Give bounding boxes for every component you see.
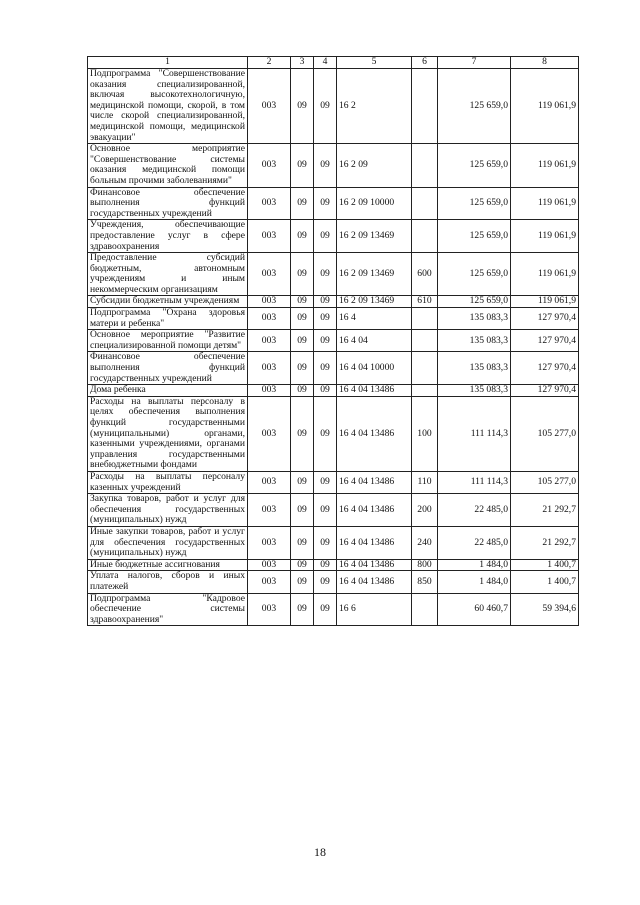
budget-table bbox=[87, 56, 579, 626]
header-cell: 6 bbox=[412, 57, 438, 69]
table-row bbox=[88, 144, 579, 187]
table-row bbox=[88, 526, 579, 559]
item-name-cell: Расходы на выплаты персоналу в целях обеспечения выполнения функций государственными (муниципальными) органами, казенными учреждениями, органами управления государственными внебюджетными фондами bbox=[88, 396, 248, 471]
target-article-cell: 16 4 04 13486 bbox=[337, 559, 412, 571]
item-name-cell: Финансовое обеспечение выполнения функций государственных учреждений bbox=[88, 352, 248, 385]
item-name-cell: Учреждения, обеспечивающие предоставление услуг в сфере здравоохранения bbox=[88, 220, 248, 253]
target-article-cell: 16 2 09 bbox=[337, 144, 412, 187]
ministry-code-cell: 003 bbox=[248, 352, 291, 385]
amount-col7-cell: 125 659,0 bbox=[438, 69, 511, 144]
target-article-cell: 16 4 04 13486 bbox=[337, 385, 412, 397]
section-cell: 09 bbox=[291, 352, 314, 385]
amount-col8-cell: 59 394,6 bbox=[511, 593, 579, 626]
expense-type-cell bbox=[412, 187, 438, 220]
target-article-cell: 16 4 04 13486 bbox=[337, 571, 412, 593]
section-cell: 09 bbox=[291, 471, 314, 493]
amount-col7-cell: 22 485,0 bbox=[438, 526, 511, 559]
section-cell: 09 bbox=[291, 308, 314, 330]
expense-type-cell: 600 bbox=[412, 253, 438, 296]
amount-col7-cell: 125 659,0 bbox=[438, 187, 511, 220]
section-cell: 09 bbox=[291, 220, 314, 253]
expense-type-cell bbox=[412, 330, 438, 352]
ministry-code-cell: 003 bbox=[248, 396, 291, 471]
target-article-cell: 16 4 bbox=[337, 308, 412, 330]
amount-col7-cell: 135 083,3 bbox=[438, 308, 511, 330]
target-article-cell: 16 4 04 13486 bbox=[337, 471, 412, 493]
expense-type-cell: 110 bbox=[412, 471, 438, 493]
expense-type-cell bbox=[412, 385, 438, 397]
item-name-cell: Финансовое обеспечение выполнения функций государственных учреждений bbox=[88, 187, 248, 220]
ministry-code-cell: 003 bbox=[248, 559, 291, 571]
item-name-cell: Иные закупки товаров, работ и услуг для обеспечения государственных (муниципальных) нужд bbox=[88, 526, 248, 559]
item-name-cell: Основное мероприятие "Совершенствование системы оказания медицинской помощи больным прочими заболеваниями" bbox=[88, 144, 248, 187]
amount-col8-cell: 105 277,0 bbox=[511, 471, 579, 493]
subsection-cell: 09 bbox=[314, 308, 337, 330]
expense-type-cell bbox=[412, 352, 438, 385]
expense-type-cell: 200 bbox=[412, 494, 438, 527]
item-name-cell: Закупка товаров, работ и услуг для обеспечения государственных (муниципальных) нужд bbox=[88, 494, 248, 527]
table-row bbox=[88, 330, 579, 352]
amount-col7-cell: 135 083,3 bbox=[438, 385, 511, 397]
header-cell: 7 bbox=[438, 57, 511, 69]
section-cell: 09 bbox=[291, 526, 314, 559]
header-row bbox=[88, 57, 579, 69]
item-name-cell: Подпрограмма "Охрана здоровья матери и ребенка" bbox=[88, 308, 248, 330]
table-row bbox=[88, 494, 579, 527]
section-cell: 09 bbox=[291, 571, 314, 593]
amount-col8-cell: 127 970,4 bbox=[511, 385, 579, 397]
target-article-cell: 16 4 04 13486 bbox=[337, 396, 412, 471]
subsection-cell: 09 bbox=[314, 352, 337, 385]
section-cell: 09 bbox=[291, 253, 314, 296]
ministry-code-cell: 003 bbox=[248, 330, 291, 352]
header-cell: 4 bbox=[314, 57, 337, 69]
section-cell: 09 bbox=[291, 385, 314, 397]
section-cell: 09 bbox=[291, 296, 314, 308]
expense-type-cell bbox=[412, 69, 438, 144]
subsection-cell: 09 bbox=[314, 559, 337, 571]
amount-col8-cell: 119 061,9 bbox=[511, 144, 579, 187]
ministry-code-cell: 003 bbox=[248, 144, 291, 187]
subsection-cell: 09 bbox=[314, 253, 337, 296]
ministry-code-cell: 003 bbox=[248, 296, 291, 308]
ministry-code-cell: 003 bbox=[248, 308, 291, 330]
amount-col8-cell: 119 061,9 bbox=[511, 253, 579, 296]
expense-type-cell: 610 bbox=[412, 296, 438, 308]
target-article-cell: 16 2 09 10000 bbox=[337, 187, 412, 220]
amount-col7-cell: 111 114,3 bbox=[438, 396, 511, 471]
amount-col8-cell: 127 970,4 bbox=[511, 330, 579, 352]
amount-col8-cell: 21 292,7 bbox=[511, 526, 579, 559]
ministry-code-cell: 003 bbox=[248, 471, 291, 493]
amount-col8-cell: 1 400,7 bbox=[511, 571, 579, 593]
ministry-code-cell: 003 bbox=[248, 385, 291, 397]
expense-type-cell bbox=[412, 144, 438, 187]
item-name-cell: Подпрограмма "Кадровое обеспечение системы здравоохранения" bbox=[88, 593, 248, 626]
target-article-cell: 16 2 09 13469 bbox=[337, 253, 412, 296]
expense-type-cell bbox=[412, 308, 438, 330]
ministry-code-cell: 003 bbox=[248, 253, 291, 296]
item-name-cell: Подпрограмма "Совершенствование оказания специализированной, включая высокотехнологичную, медицинской помощи, скорой, в том числе скорой специализированной, медицинской помощи, медицинской эвакуации" bbox=[88, 69, 248, 144]
ministry-code-cell: 003 bbox=[248, 526, 291, 559]
table-row bbox=[88, 385, 579, 397]
table-row bbox=[88, 471, 579, 493]
section-cell: 09 bbox=[291, 559, 314, 571]
ministry-code-cell: 003 bbox=[248, 69, 291, 144]
subsection-cell: 09 bbox=[314, 296, 337, 308]
table-row bbox=[88, 220, 579, 253]
page-number: 18 bbox=[314, 845, 326, 859]
subsection-cell: 09 bbox=[314, 471, 337, 493]
table-row bbox=[88, 559, 579, 571]
subsection-cell: 09 bbox=[314, 144, 337, 187]
expense-type-cell: 240 bbox=[412, 526, 438, 559]
amount-col7-cell: 125 659,0 bbox=[438, 296, 511, 308]
subsection-cell: 09 bbox=[314, 69, 337, 144]
header-cell: 3 bbox=[291, 57, 314, 69]
amount-col8-cell: 1 400,7 bbox=[511, 559, 579, 571]
section-cell: 09 bbox=[291, 69, 314, 144]
item-name-cell: Субсидии бюджетным учреждениям bbox=[88, 296, 248, 308]
target-article-cell: 16 4 04 bbox=[337, 330, 412, 352]
amount-col8-cell: 119 061,9 bbox=[511, 296, 579, 308]
amount-col8-cell: 105 277,0 bbox=[511, 396, 579, 471]
target-article-cell: 16 4 04 10000 bbox=[337, 352, 412, 385]
subsection-cell: 09 bbox=[314, 220, 337, 253]
ministry-code-cell: 003 bbox=[248, 220, 291, 253]
table-row bbox=[88, 593, 579, 626]
amount-col7-cell: 60 460,7 bbox=[438, 593, 511, 626]
amount-col7-cell: 135 083,3 bbox=[438, 352, 511, 385]
item-name-cell: Дома ребенка bbox=[88, 385, 248, 397]
ministry-code-cell: 003 bbox=[248, 571, 291, 593]
section-cell: 09 bbox=[291, 593, 314, 626]
table-row bbox=[88, 296, 579, 308]
expense-type-cell: 800 bbox=[412, 559, 438, 571]
ministry-code-cell: 003 bbox=[248, 187, 291, 220]
header-cell: 1 bbox=[88, 57, 248, 69]
table-row bbox=[88, 187, 579, 220]
amount-col7-cell: 125 659,0 bbox=[438, 144, 511, 187]
header-cell: 8 bbox=[511, 57, 579, 69]
item-name-cell: Расходы на выплаты персоналу казенных учреждений bbox=[88, 471, 248, 493]
target-article-cell: 16 2 09 13469 bbox=[337, 220, 412, 253]
amount-col7-cell: 111 114,3 bbox=[438, 471, 511, 493]
amount-col7-cell: 1 484,0 bbox=[438, 559, 511, 571]
expense-type-cell: 100 bbox=[412, 396, 438, 471]
target-article-cell: 16 6 bbox=[337, 593, 412, 626]
table-row bbox=[88, 69, 579, 144]
subsection-cell: 09 bbox=[314, 385, 337, 397]
subsection-cell: 09 bbox=[314, 187, 337, 220]
subsection-cell: 09 bbox=[314, 396, 337, 471]
target-article-cell: 16 2 09 13469 bbox=[337, 296, 412, 308]
target-article-cell: 16 4 04 13486 bbox=[337, 494, 412, 527]
amount-col7-cell: 125 659,0 bbox=[438, 220, 511, 253]
expense-type-cell bbox=[412, 593, 438, 626]
table-body bbox=[88, 57, 579, 626]
amount-col7-cell: 22 485,0 bbox=[438, 494, 511, 527]
expense-type-cell: 850 bbox=[412, 571, 438, 593]
section-cell: 09 bbox=[291, 144, 314, 187]
expense-type-cell bbox=[412, 220, 438, 253]
item-name-cell: Основное мероприятие "Развитие специализированной помощи детям" bbox=[88, 330, 248, 352]
section-cell: 09 bbox=[291, 494, 314, 527]
amount-col7-cell: 135 083,3 bbox=[438, 330, 511, 352]
subsection-cell: 09 bbox=[314, 571, 337, 593]
section-cell: 09 bbox=[291, 396, 314, 471]
ministry-code-cell: 003 bbox=[248, 593, 291, 626]
table-row bbox=[88, 571, 579, 593]
table-row bbox=[88, 308, 579, 330]
item-name-cell: Уплата налогов, сборов и иных платежей bbox=[88, 571, 248, 593]
amount-col7-cell: 125 659,0 bbox=[438, 253, 511, 296]
amount-col8-cell: 127 970,4 bbox=[511, 352, 579, 385]
table-row bbox=[88, 352, 579, 385]
header-cell: 5 bbox=[337, 57, 412, 69]
section-cell: 09 bbox=[291, 330, 314, 352]
item-name-cell: Предоставление субсидий бюджетным, автономным учреждениям и иным некоммерческим организациям bbox=[88, 253, 248, 296]
amount-col8-cell: 21 292,7 bbox=[511, 494, 579, 527]
subsection-cell: 09 bbox=[314, 330, 337, 352]
subsection-cell: 09 bbox=[314, 494, 337, 527]
ministry-code-cell: 003 bbox=[248, 494, 291, 527]
amount-col8-cell: 119 061,9 bbox=[511, 220, 579, 253]
target-article-cell: 16 4 04 13486 bbox=[337, 526, 412, 559]
subsection-cell: 09 bbox=[314, 593, 337, 626]
table-row bbox=[88, 253, 579, 296]
amount-col8-cell: 119 061,9 bbox=[511, 187, 579, 220]
section-cell: 09 bbox=[291, 187, 314, 220]
subsection-cell: 09 bbox=[314, 526, 337, 559]
amount-col8-cell: 127 970,4 bbox=[511, 308, 579, 330]
header-cell: 2 bbox=[248, 57, 291, 69]
table-row bbox=[88, 396, 579, 471]
target-article-cell: 16 2 bbox=[337, 69, 412, 144]
amount-col7-cell: 1 484,0 bbox=[438, 571, 511, 593]
amount-col8-cell: 119 061,9 bbox=[511, 69, 579, 144]
item-name-cell: Иные бюджетные ассигнования bbox=[88, 559, 248, 571]
